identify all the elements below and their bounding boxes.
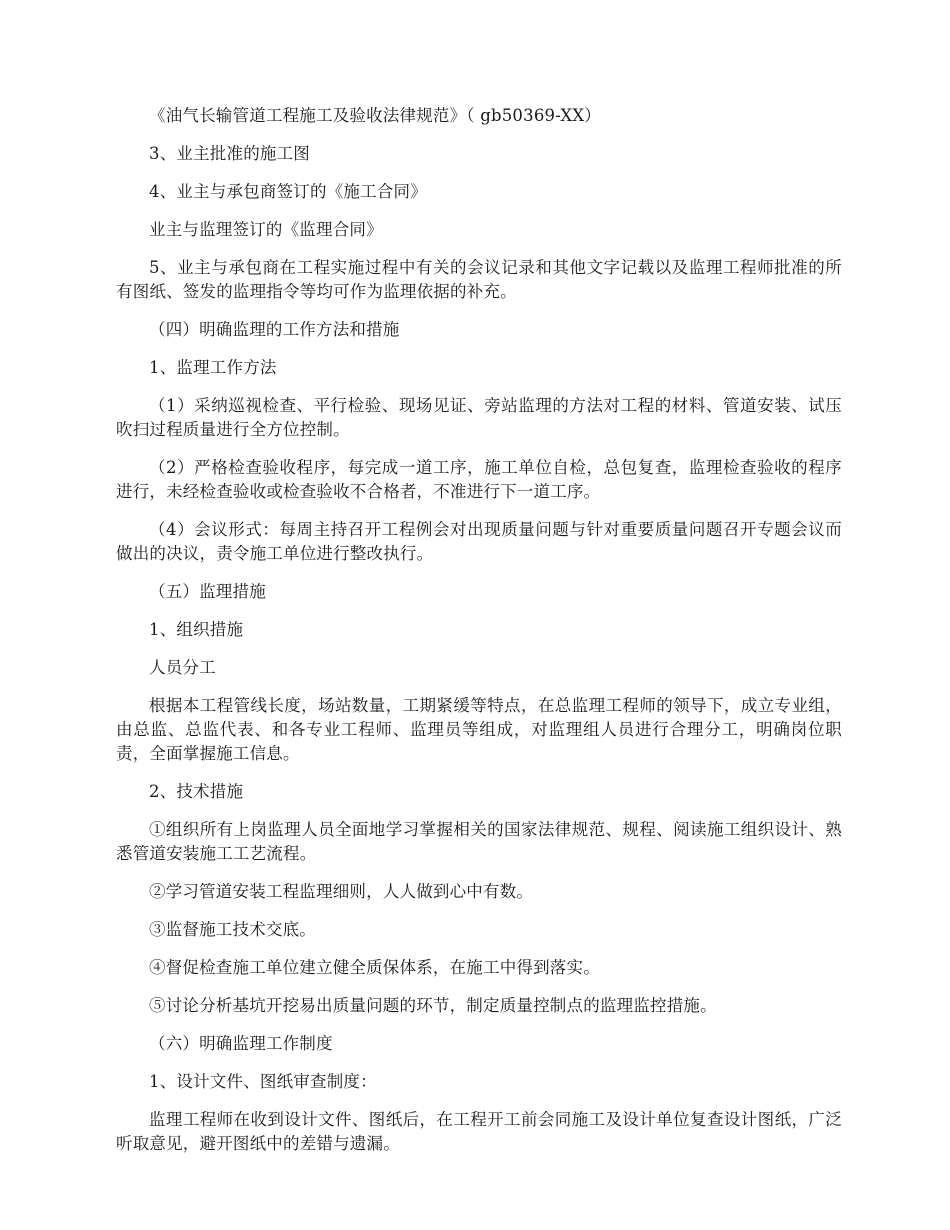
paragraph-method-4: （4）会议形式：每周主持召开工程例会对出现质量问题与针对重要质量问题召开专题会议而做出的决议，责令施工单位进行整改执行。 bbox=[116, 520, 842, 563]
paragraph-technical-1: ①组织所有上岗监理人员全面地学习掌握相关的国家法律规范、规程、阅读施工组织设计、熟悉管道安装施工工艺流程。 bbox=[116, 820, 842, 863]
subheading-technical: 2、技术措施 bbox=[149, 782, 244, 801]
paragraph-technical-5: ⑤讨论分析基坑开挖易出质量问题的环节，制定质量控制点的监理监控措施。 bbox=[149, 996, 717, 1015]
paragraph-staffing: 根据本工程管线长度，场站数量，工期紧缓等特点，在总监理工程师的领导下，成立专业组，由总监、总监代表、和各专业工程师、监理员等组成，对监理组人员进行合理分工，明确岗位职责，全面掌握施工信息。 bbox=[116, 696, 842, 763]
paragraph-item-3: 3、业主批准的施工图 bbox=[149, 144, 310, 163]
paragraph-method-1: （1）采纳巡视检查、平行检验、现场见证、旁站监理的方法对工程的材料、管道安装、试压吹扫过程质量进行全方位控制。 bbox=[116, 396, 842, 439]
subheading-staffing: 人员分工 bbox=[149, 658, 216, 677]
paragraph-method-2: （2）严格检查验收程序，每完成一道工序，施工单位自检，总包复查，监理检查验收的程序进行，未经检查验收或检查验收不合格者，不准进行下一道工序。 bbox=[116, 458, 842, 501]
section-heading-4: （四）明确监理的工作方法和措施 bbox=[149, 320, 400, 339]
section-heading-6: （六）明确监理工作制度 bbox=[149, 1034, 333, 1053]
subheading-methods: 1、监理工作方法 bbox=[149, 358, 277, 377]
paragraph-item-5: 5、业主与承包商在工程实施过程中有关的会议记录和其他文字记载以及监理工程师批准的所有图纸、签发的监理指令等均可作为监理依据的补充。 bbox=[116, 258, 842, 301]
subheading-organization: 1、组织措施 bbox=[149, 620, 244, 639]
paragraph-item-4: 4、业主与承包商签订的《施工合同》 bbox=[149, 182, 427, 201]
paragraph-supervision-contract: 业主与监理签订的《监理合同》 bbox=[149, 220, 383, 239]
document-body bbox=[116, 104, 842, 1170]
paragraph-technical-3: ③监督施工技术交底。 bbox=[149, 920, 316, 939]
paragraph-technical-2: ②学习管道安装工程监理细则，人人做到心中有数。 bbox=[149, 882, 534, 901]
subheading-design-review: 1、设计文件、图纸审查制度： bbox=[149, 1072, 377, 1091]
paragraph-standard-reference: 《油气长输管道工程施工及验收法律规范》（ gb50369-XX） bbox=[149, 106, 601, 125]
section-heading-5: （五）监理措施 bbox=[149, 582, 266, 601]
paragraph-design-review: 监理工程师在收到设计文件、图纸后，在工程开工前会同施工及设计单位复查设计图纸，广泛听取意见，避开图纸中的差错与遗漏。 bbox=[116, 1110, 842, 1153]
paragraph-technical-4: ④督促检查施工单位建立健全质保体系，在施工中得到落实。 bbox=[149, 958, 600, 977]
